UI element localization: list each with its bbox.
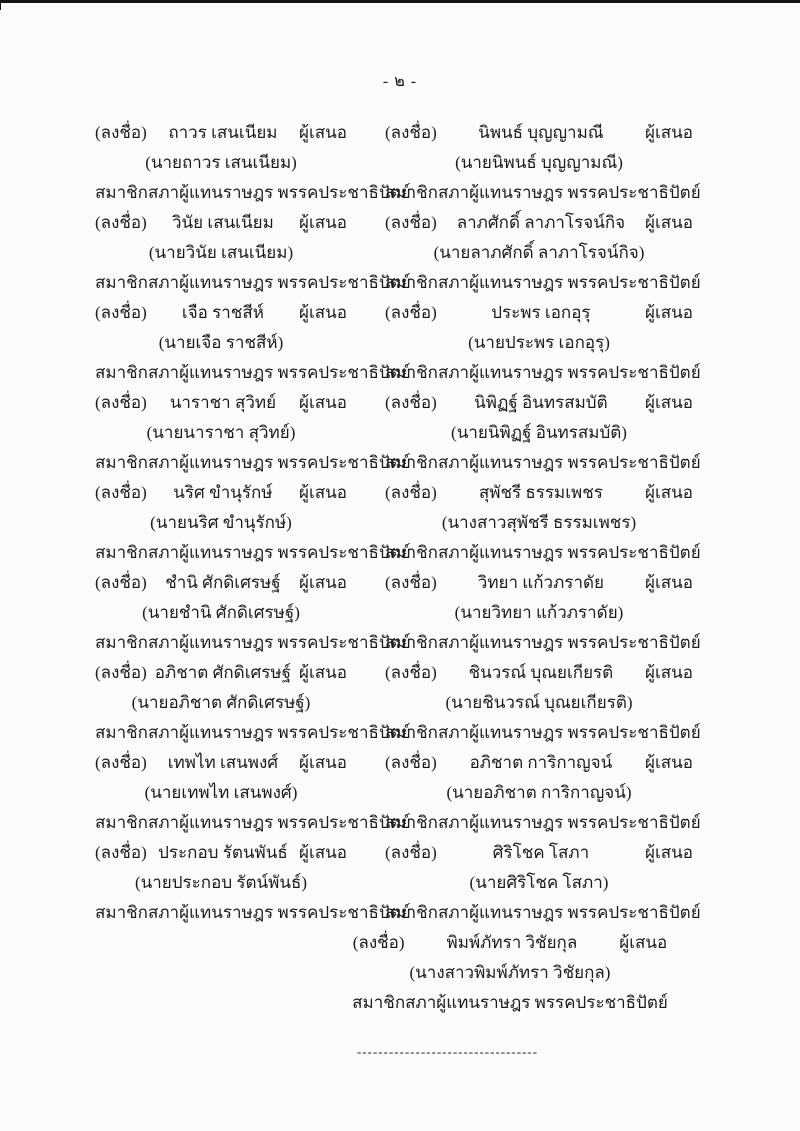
signature-block-left: [95, 208, 411, 298]
signature-block-right: [385, 838, 701, 928]
page-number: - ๒ -: [382, 73, 418, 90]
sign-label: (ลงชื่อ): [385, 393, 437, 412]
signer-name: ประกอบ รัตนพันธ์: [158, 843, 288, 862]
sign-label: (ลงชื่อ): [385, 843, 437, 862]
proposer-label: ผู้เสนอ: [645, 303, 693, 322]
sign-line: [95, 118, 347, 148]
scan-artifact-left-line: [0, 0, 1, 10]
signer-full-name: (นายชินวรณ์ บุณยเกียรติ): [445, 693, 633, 712]
sign-line: [385, 838, 693, 868]
sign-label: (ลงชื่อ): [95, 303, 147, 322]
signer-full-name: (นายประพร เอกอุรุ): [468, 333, 610, 352]
signature-block-right: [385, 748, 701, 838]
signer-full-name: (นายนริศ ขำนุรักษ์): [150, 513, 292, 532]
sign-line: [95, 208, 347, 238]
signature-block-left: [95, 478, 411, 568]
sign-line: [385, 478, 693, 508]
party-label: สมาชิกสภาผู้แทนราษฎร พรรคประชาธิปัตย์: [385, 183, 701, 202]
party-label: สมาชิกสภาผู้แทนราษฎร พรรคประชาธิปัตย์: [95, 633, 411, 652]
party-label: สมาชิกสภาผู้แทนราษฎร พรรคประชาธิปัตย์: [95, 363, 411, 382]
signer-full-name: (นายนาราชา สุวิทย์): [146, 423, 296, 442]
signer-name: พิมพ์ภัทรา วิชัยกุล: [446, 933, 578, 952]
party-label: สมาชิกสภาผู้แทนราษฎร พรรคประชาธิปัตย์: [352, 993, 668, 1012]
signature-row: [95, 658, 800, 748]
signature-row: [95, 838, 800, 928]
sign-line: [385, 658, 693, 688]
signer-name: นาราชา สุวิทย์: [169, 393, 277, 412]
proposer-label: ผู้เสนอ: [299, 573, 347, 592]
party-label: สมาชิกสภาผู้แทนราษฎร พรรคประชาธิปัตย์: [95, 453, 411, 472]
signature-row: [95, 208, 800, 298]
party-label: สมาชิกสภาผู้แทนราษฎร พรรคประชาธิปัตย์: [95, 813, 411, 832]
signer-full-name: (นายถาวร เสนเนียม): [145, 153, 297, 172]
proposer-label: ผู้เสนอ: [299, 843, 347, 862]
sign-line: [95, 658, 347, 688]
party-label: สมาชิกสภาผู้แทนราษฎร พรรคประชาธิปัตย์: [95, 273, 411, 292]
sign-label: (ลงชื่อ): [95, 843, 147, 862]
signature-list: [95, 118, 800, 1060]
signer-full-name: (นายนิพนธ์ บุญญามณี): [455, 153, 623, 172]
sign-line: [275, 928, 745, 958]
signature-row: [95, 478, 800, 568]
sign-line: [95, 478, 347, 508]
proposer-label: ผู้เสนอ: [299, 663, 347, 682]
signature-row: [95, 748, 800, 838]
signature-block-left: [95, 658, 411, 748]
sign-line: [385, 298, 693, 328]
sign-label: (ลงชื่อ): [95, 213, 147, 232]
signature-block-right: [385, 388, 701, 478]
sign-label: (ลงชื่อ): [95, 123, 147, 142]
party-label: สมาชิกสภาผู้แทนราษฎร พรรคประชาธิปัตย์: [95, 903, 411, 922]
scan-artifact-top-line: [0, 0, 800, 3]
sign-label: (ลงชื่อ): [95, 573, 147, 592]
sign-line: [95, 838, 347, 868]
sign-line: [385, 208, 693, 238]
signer-full-name: (นายวินัย เสนเนียม): [148, 243, 294, 262]
signer-full-name: (นายอภิชาต การิกาญจน์): [446, 783, 632, 802]
sign-label: (ลงชื่อ): [385, 123, 437, 142]
party-label: สมาชิกสภาผู้แทนราษฎร พรรคประชาธิปัตย์: [385, 273, 701, 292]
signer-name: สุพัชรี ธรรมเพชร: [478, 483, 603, 502]
signature-row: [95, 298, 800, 388]
party-label: สมาชิกสภาผู้แทนราษฎร พรรคประชาธิปัตย์: [385, 723, 701, 742]
party-label: สมาชิกสภาผู้แทนราษฎร พรรคประชาธิปัตย์: [385, 813, 701, 832]
sign-line: [95, 568, 347, 598]
signer-name: วิทยา แก้วภราดัย: [477, 573, 604, 592]
proposer-label: ผู้เสนอ: [645, 123, 693, 142]
party-label: สมาชิกสภาผู้แทนราษฎร พรรคประชาธิปัตย์: [95, 723, 411, 742]
signer-name: ประพร เอกอุรุ: [491, 303, 591, 322]
signer-full-name: (นายเทพไท เสนพงศ์): [144, 783, 298, 802]
sign-label: (ลงชื่อ): [95, 753, 147, 772]
signature-row: [95, 568, 800, 658]
proposer-label: ผู้เสนอ: [299, 213, 347, 232]
signature-block-left: [95, 388, 411, 478]
sign-label: (ลงชื่อ): [95, 483, 147, 502]
signature-block-left: [95, 748, 411, 838]
party-label: สมาชิกสภาผู้แทนราษฎร พรรคประชาธิปัตย์: [385, 903, 701, 922]
signer-full-name: (นายเจือ ราชสีห์): [158, 333, 284, 352]
proposer-label: ผู้เสนอ: [645, 483, 693, 502]
signer-full-name: (นายลาภศักดิ์ ลาภาโรจน์กิจ): [433, 243, 645, 262]
sign-label: (ลงชื่อ): [385, 573, 437, 592]
proposer-label: ผู้เสนอ: [645, 393, 693, 412]
sign-label: (ลงชื่อ): [385, 663, 437, 682]
signature-block-right: [385, 208, 701, 298]
signer-name: เทพไท เสนพงศ์: [167, 753, 279, 772]
sign-label: (ลงชื่อ): [385, 213, 437, 232]
signer-full-name: (นางสาวพิมพ์ภัทรา วิชัยกุล): [409, 963, 611, 982]
proposer-label: ผู้เสนอ: [299, 483, 347, 502]
signer-full-name: (นายวิทยา แก้วภราดัย): [454, 603, 624, 622]
sign-label: (ลงชื่อ): [352, 933, 405, 952]
sign-label: (ลงชื่อ): [385, 303, 437, 322]
signer-name: วินัย เสนเนียม: [172, 213, 274, 232]
proposer-label: ผู้เสนอ: [645, 843, 693, 862]
proposer-label: ผู้เสนอ: [645, 573, 693, 592]
signature-block-left: [95, 568, 411, 658]
sign-line: [95, 298, 347, 328]
signer-full-name: (นายประกอบ รัตน์พันธ์): [134, 873, 308, 892]
signer-full-name: (นายนิพิฏฐ์ อินทรสมบัติ): [451, 423, 627, 442]
proposer-label: ผู้เสนอ: [645, 753, 693, 772]
signature-block-right: [385, 118, 701, 208]
sign-label: (ลงชื่อ): [385, 483, 437, 502]
final-signature-block: [275, 928, 745, 1018]
signer-name: ชินวรณ์ บุณยเกียรติ: [468, 663, 614, 682]
signer-name: อภิชาต การิกาญจน์: [469, 753, 613, 772]
party-label: สมาชิกสภาผู้แทนราษฎร พรรคประชาธิปัตย์: [385, 543, 701, 562]
signature-block-right: [385, 298, 701, 388]
sign-line: [385, 118, 693, 148]
sign-label: (ลงชื่อ): [95, 663, 147, 682]
signature-block-right: [385, 478, 701, 568]
signer-full-name: (นางสาวสุพัชรี ธรรมเพชร): [441, 513, 637, 532]
signer-name: ศิริโชค โสภา: [492, 843, 590, 862]
signer-name: นิพิฏฐ์ อินทรสมบัติ: [474, 393, 608, 412]
proposer-label: ผู้เสนอ: [645, 663, 693, 682]
sign-label: (ลงชื่อ): [95, 393, 147, 412]
party-label: สมาชิกสภาผู้แทนราษฎร พรรคประชาธิปัตย์: [385, 633, 701, 652]
signature-block-left: [95, 298, 411, 388]
party-label: สมาชิกสภาผู้แทนราษฎร พรรคประชาธิปัตย์: [385, 363, 701, 382]
signer-full-name: (นายศิริโชค โสภา): [469, 873, 609, 892]
sign-line: [385, 748, 693, 778]
signature-row: [95, 118, 800, 208]
signer-name: เจือ ราชสีห์: [181, 303, 264, 322]
proposer-label: ผู้เสนอ: [299, 753, 347, 772]
party-label: สมาชิกสภาผู้แทนราษฎร พรรคประชาธิปัตย์: [95, 543, 411, 562]
signer-name: นิพนธ์ บุญญามณี: [478, 123, 604, 142]
sign-line: [385, 568, 693, 598]
signer-name: ลาภศักดิ์ ลาภาโรจน์กิจ: [456, 213, 626, 232]
sign-label: (ลงชื่อ): [385, 753, 437, 772]
signer-name: ถาวร เสนเนียม: [168, 123, 278, 142]
signer-full-name: (นายอภิชาต ศักดิเศรษฐ์): [131, 693, 311, 712]
proposer-label: ผู้เสนอ: [299, 303, 347, 322]
end-divider-line: ----------------------------------: [356, 1044, 539, 1059]
proposer-label: ผู้เสนอ: [645, 213, 693, 232]
signature-block-right: [385, 658, 701, 748]
signer-name: ชำนิ ศักดิเศรษฐ์: [165, 573, 281, 592]
signer-name: อภิชาต ศักดิเศรษฐ์: [154, 663, 292, 682]
signer-full-name: (นายชำนิ ศักดิเศรษฐ์): [142, 603, 300, 622]
signature-block-left: [95, 118, 411, 208]
party-label: สมาชิกสภาผู้แทนราษฎร พรรคประชาธิปัตย์: [385, 453, 701, 472]
sign-line: [95, 388, 347, 418]
signer-name: นริศ ขำนุรักษ์: [173, 483, 273, 502]
signature-block-right: [385, 568, 701, 658]
sign-line: [95, 748, 347, 778]
proposer-label: ผู้เสนอ: [299, 393, 347, 412]
party-label: สมาชิกสภาผู้แทนราษฎร พรรคประชาธิปัตย์: [95, 183, 411, 202]
sign-line: [385, 388, 693, 418]
signature-row: [95, 388, 800, 478]
proposer-label: ผู้เสนอ: [299, 123, 347, 142]
proposer-label: ผู้เสนอ: [619, 933, 668, 952]
signature-block-left: [95, 838, 411, 928]
